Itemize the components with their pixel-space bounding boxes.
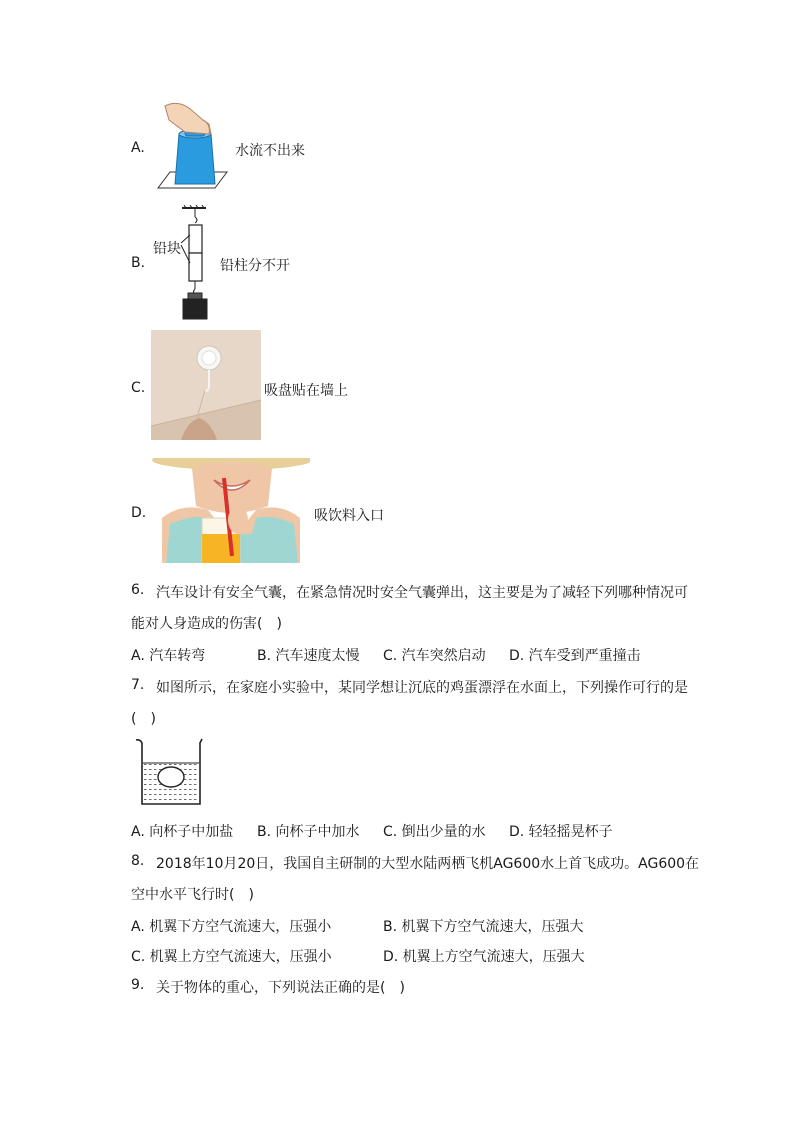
question-6-stem-line2: 能对人身造成的伤害( ) <box>131 616 282 632</box>
beaker-with-egg-icon <box>134 737 206 807</box>
question-8-stem-line1: 2018年10月20日，我国自主研制的大型水陆两栖飞机AG600水上首飞成功。AG600在 <box>156 856 700 872</box>
question-8-option-d: D. 机翼上方空气流速大，压强大 <box>383 949 585 965</box>
question-9-stem-line1: 关于物体的重心，下列说法正确的是( ) <box>156 980 405 996</box>
question-7-option-c: C. 倒出少量的水 <box>383 824 486 840</box>
question-8-stem-line2: 空中水平飞行时( ) <box>131 887 254 903</box>
option-b-text: 铅柱分不开 <box>220 258 290 274</box>
suction-cup-icon <box>151 330 261 440</box>
question-9-number: 9. <box>131 977 145 993</box>
question-7-stem-line1: 如图所示，在家庭小实验中，某同学想让沉底的鸡蛋漂浮在水面上，下列操作可行的是 <box>156 680 688 696</box>
option-c-letter: C. <box>131 380 146 396</box>
lead-cylinders-icon <box>150 205 215 320</box>
option-b-letter: B. <box>131 255 146 271</box>
inverted-cup-icon <box>155 98 230 193</box>
lead-block-label: 铅块 <box>153 241 181 257</box>
woman-drinking-photo <box>152 458 310 563</box>
woman-drinking-icon <box>152 458 310 563</box>
question-8-option-c: C. 机翼上方空气流速大，压强小 <box>131 949 332 965</box>
question-6-option-d: D. 汽车受到严重撞击 <box>509 648 641 664</box>
inverted-cup-on-card-figure <box>155 98 230 193</box>
question-8-option-a: A. 机翼下方空气流速大，压强小 <box>131 919 332 935</box>
lead-cylinders-figure <box>150 205 215 320</box>
question-6-number: 6. <box>131 582 145 598</box>
question-7-number: 7. <box>131 677 145 693</box>
option-d-letter: D. <box>131 505 147 521</box>
question-8-number: 8. <box>131 853 145 869</box>
question-7-stem-line2: ( ) <box>131 711 156 727</box>
question-6-option-b: B. 汽车速度太慢 <box>257 648 360 664</box>
option-d-text: 吸饮料入口 <box>314 508 384 524</box>
question-7-option-a: A. 向杯子中加盐 <box>131 824 234 840</box>
suction-cup-photo <box>151 330 261 440</box>
option-a-letter: A. <box>131 140 145 156</box>
question-6-option-c: C. 汽车突然启动 <box>383 648 486 664</box>
question-6-option-a: A. 汽车转弯 <box>131 648 206 664</box>
question-7-option-b: B. 向杯子中加水 <box>257 824 360 840</box>
beaker-with-egg-figure <box>134 737 206 807</box>
question-7-option-d: D. 轻轻摇晃杯子 <box>509 824 613 840</box>
option-a-text: 水流不出来 <box>235 143 305 159</box>
question-8-option-b: B. 机翼下方空气流速大，压强大 <box>383 919 584 935</box>
option-c-text: 吸盘贴在墙上 <box>264 383 348 399</box>
question-6-stem-line1: 汽车设计有安全气囊，在紧急情况时安全气囊弹出，这主要是为了减轻下列哪种情况可 <box>156 585 688 601</box>
